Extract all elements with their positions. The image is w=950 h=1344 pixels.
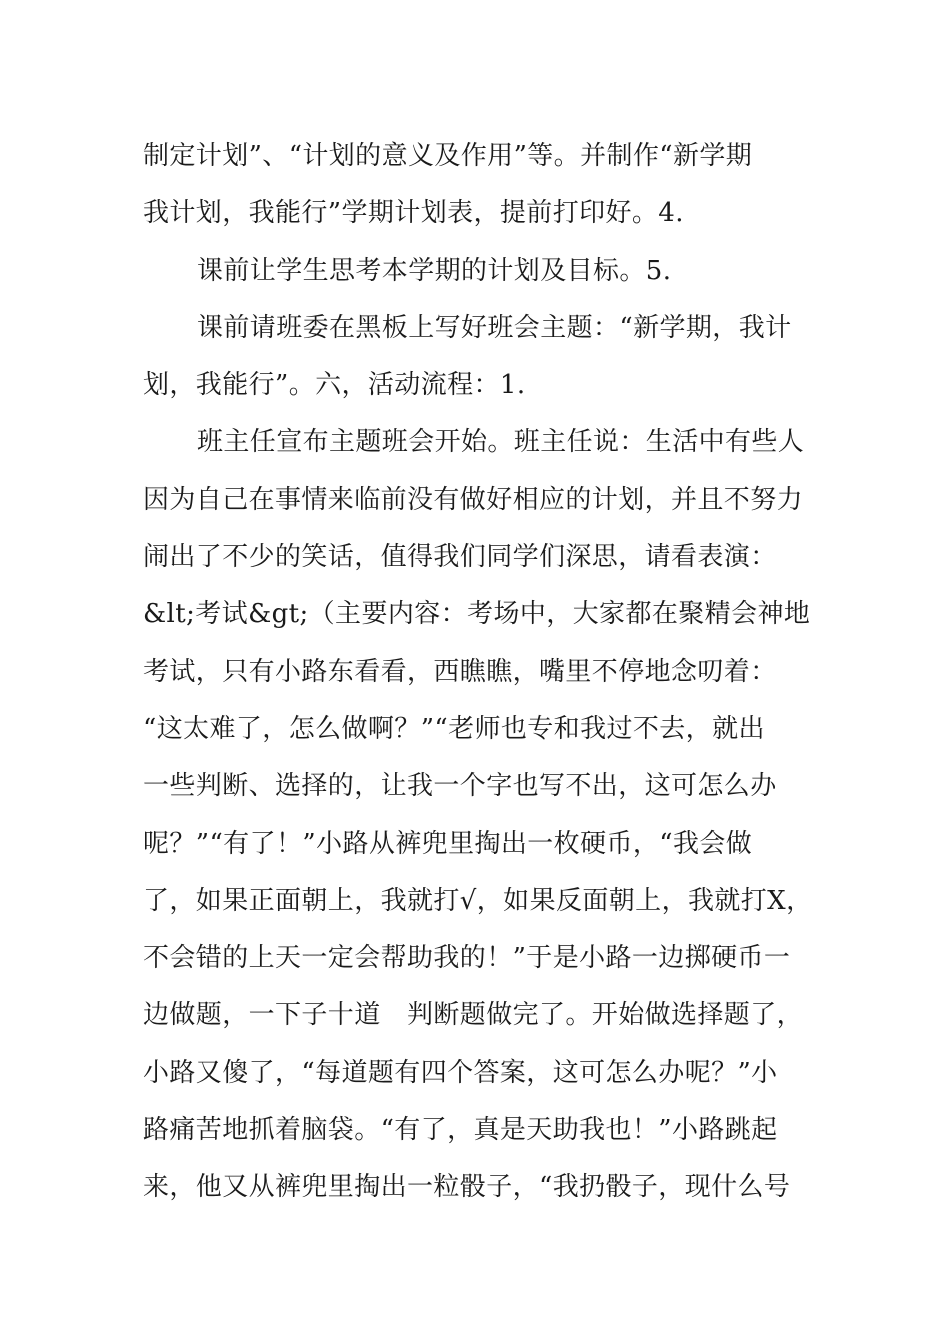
text-line: 制定计划”、“计划的意义及作用”等。并制作“新学期 xyxy=(143,141,753,171)
text-line: 划，我能行”。六，活动流程：1. xyxy=(143,370,526,401)
text-line: 班主任宣布主题班会开始。班主任说：生活中有些人 xyxy=(197,427,805,458)
text-line: 呢？”“有了！”小路从裤兜里掏出一枚硬币，“我会做 xyxy=(143,828,753,859)
text-line: 小路又傻了，“每道题有四个答案，这可怎么办呢？”小 xyxy=(143,1057,778,1088)
text-line: 不会错的上天一定会帮助我的！”于是小路一边掷硬币一 xyxy=(143,943,791,974)
text-line: 课前让学生思考本学期的计划及目标。5. xyxy=(197,255,672,286)
document-body xyxy=(143,128,813,1217)
text-line: 边做题，一下子十道 判断题做完了。开始做选择题了， xyxy=(143,1000,804,1031)
text-line: 课前请班委在黑板上写好班会主题：“新学期，我计 xyxy=(197,312,792,343)
text-line: 来，他又从裤兜里掏出一粒骰子，“我扔骰子，现什么号 xyxy=(143,1172,791,1203)
text-line: 路痛苦地抓着脑袋。“有了，真是天助我也！”小路跳起 xyxy=(143,1115,778,1146)
text-line: &lt;考试&gt;（主要内容：考场中，大家都在聚精会神地 xyxy=(143,599,811,630)
text-line: 因为自己在事情来临前没有做好相应的计划，并且不努力 xyxy=(143,484,804,515)
text-line: 闹出了不少的笑话，值得我们同学们深思，请看表演： xyxy=(143,542,777,573)
text-line: 了，如果正面朝上，我就打√，如果反面朝上，我就打X， xyxy=(143,885,813,916)
text-line: 一些判断、选择的，让我一个字也写不出，这可怎么办 xyxy=(143,771,777,802)
text-line: “这太难了，怎么做啊？”“老师也专和我过不去，就出 xyxy=(143,713,765,744)
text-line: 我计划，我能行”学期计划表，提前打印好。4. xyxy=(143,198,684,229)
text-line: 考试，只有小路东看看，西瞧瞧，嘴里不停地念叨着： xyxy=(143,656,777,687)
